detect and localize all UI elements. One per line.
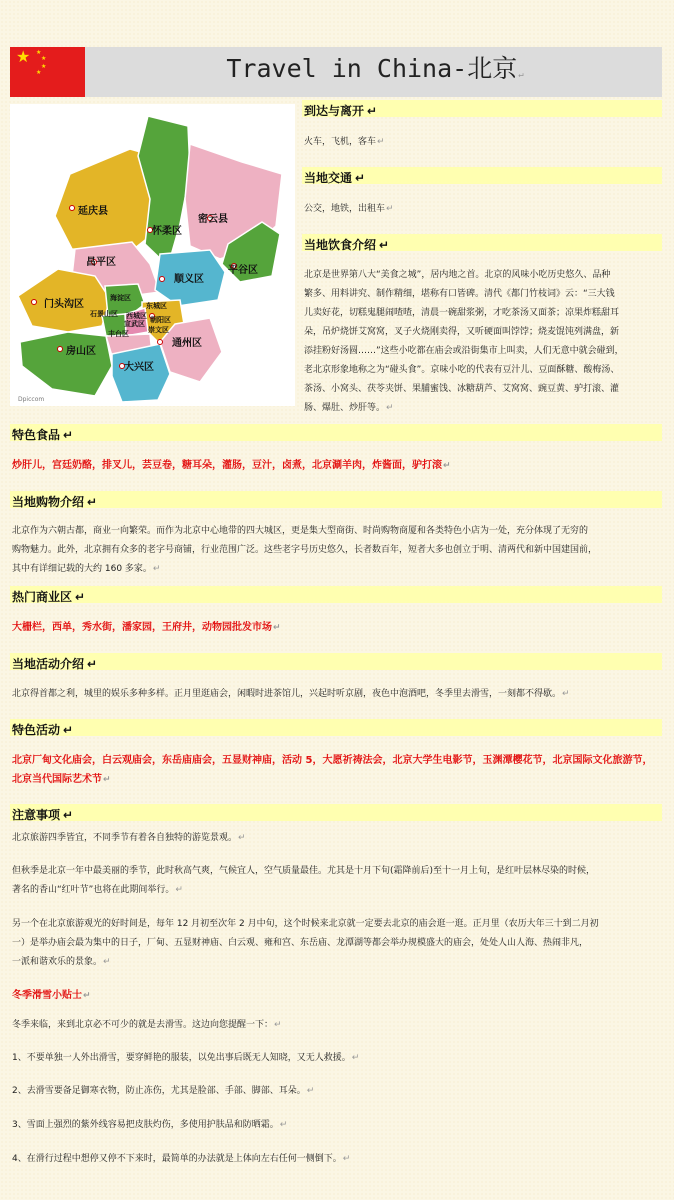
winter-tip-3: 3、雪面上强烈的紫外线容易把皮肤灼伤，多使用护肤品和防晒霜。↵ [12,1120,288,1130]
map-label-xicheng: 西城区 [126,312,147,320]
shopping-text: 北京作为六朝古都，商业一向繁荣。而作为北京中心地带的四大城区，更是集大型商街、时尚购物商厦和各类特色小店为一处，充分体现了无穷的 购物魅力。此外，北京拥有众多的老字号商铺，行业范围广泛。这些老字号历史悠久，长者数百年，短者大多也创立于明、清两代和新中国建国前， 其中有详细记载的大约 160 多家。↵ [12,526,598,574]
heading-specialty-food: 特色食品 ↵ [10,424,662,441]
heading-activities: 当地活动介绍 ↵ [10,653,662,670]
map-label-fangshan: 房山区 [66,346,96,357]
notes-paragraph-2: 但秋季是北京一年中最美丽的季节，此时秋高气爽，气候宜人，空气质量最佳。尤其是十月下旬(霜降前后)至十一月上旬，是红叶层林尽染的时候， 著名的香山“红叶节”也将在此期间举行。↵ [12,866,596,895]
heading-transport: 当地交通 ↵ [302,167,662,184]
map-label-chongwen: 崇文区 [148,326,169,334]
heading-notes: 注意事项 ↵ [10,804,662,821]
transport-text: 公交，地铁，出租车↵ [304,204,394,214]
business-district-list: 大栅栏，西单，秀水街，潘家园，王府井，动物园批发市场↵ [12,622,281,633]
winter-tip-1: 1、不要单独一人外出滑雪，要穿鲜艳的服装，以免出事后既无人知晓，又无人救援。↵ [12,1053,360,1063]
map-label-huairou: 怀柔区 [152,226,182,237]
map-label-yanqing: 延庆县 [78,206,108,217]
heading-food-intro: 当地饮食介绍 ↵ [302,234,662,251]
map-label-dongcheng: 东城区 [146,302,167,310]
winter-tips-title: 冬季滑雪小贴士↵ [12,990,91,1001]
notes-paragraph-1: 北京旅游四季皆宜，不同季节有着各自独特的游览景观。↵ [12,833,246,843]
map-region-fangshan [20,332,112,396]
arrival-text: 火车，飞机，客车↵ [304,137,385,147]
heading-arrival: 到达与离开 ↵ [302,100,662,117]
map-label-xuanwu: 宣武区 [124,320,145,328]
specialty-food-list: 炒肝儿，宫廷奶酪，排叉儿，芸豆卷，糖耳朵，灌肠，豆汁，卤煮，北京涮羊肉，炸酱面，驴打滚↵ [12,460,451,471]
beijing-district-map [10,104,295,406]
heading-special-events: 特色活动 ↵ [10,719,662,736]
map-label-tongzhou: 通州区 [172,338,202,349]
map-label-mentougou: 门头沟区 [44,299,84,310]
winter-tip-2: 2、去滑雪要备足御寒衣物，防止冻伤，尤其是脸部、手部、脚部、耳朵。↵ [12,1086,315,1096]
heading-business: 热门商业区 ↵ [10,586,662,603]
map-label-fengtai: 丰台区 [108,330,129,338]
heading-shopping: 当地购物介绍 ↵ [10,491,662,508]
map-label-pinggu: 平谷区 [228,265,258,276]
map-label-daxing: 大兴区 [124,362,154,373]
china-flag-icon: ★ ★ ★ ★ ★ [10,47,85,97]
winter-tip-4: 4、在滑行过程中想停又停不下来时，最简单的办法就是上体向左右任何一侧倒下。↵ [12,1154,351,1164]
map-watermark: Dpiccom [18,396,45,403]
map-label-haidian: 海淀区 [110,294,131,302]
map-region-daxing [112,344,170,402]
activities-text: 北京得首都之利，城里的娱乐多种多样。正月里逛庙会，闲暇时进茶馆儿，兴起时听京剧，夜色中泡酒吧，冬季里去滑雪，一刻都不得歇。↵ [12,689,570,699]
special-events-list: 北京厂甸文化庙会，白云观庙会，东岳庙庙会，五显财神庙，活动 5，大愿祈祷法会，北京大学生电影节，玉渊潭樱花节，北京国际文化旅游节， 北京当代国际艺术节↵ [12,755,653,785]
notes-paragraph-3: 另一个在北京旅游观光的好时间是，每年 12 月初至次年 2 月中旬，这个时候来北京就一定要去北京的庙会逛一逛。正月里（农历大年三十到二月初 一）是举办庙会最为集中的日子，厂甸、五显财神庙、白云观、雍和宫、东岳庙、龙潭湖等都会举办规模盛大的庙会，处处人山人海、热闹非凡， 一派和谐欢乐的景象。↵ [12,919,599,967]
map-label-shijingshan: 石景山区 [90,310,118,318]
food-intro-text: 北京是世界第八大“美食之城”，居内地之首。北京的风味小吃历史悠久、品种 繁多、用料讲究、制作精细，堪称有口皆碑。清代《都门竹枝词》云：“三大钱 儿卖好花，切糕鬼腿闹喳喳，清晨一碗甜浆粥，才吃茶汤又面茶；凉果炸糕甜耳 朵，吊炉烧饼艾窝窝，叉子火烧刚卖得，又听硬面叫饽饽；烧麦馄饨列满盘，新 添挂粉好汤圆……”这些小吃都在庙会或沿街集市上叫卖，人们无意中就会碰到， 老北京形象地称之为“碰头食”。京味小吃的代表有豆汁儿、豆面酥糖、酸梅汤、 茶汤、小窝头、茯苓夹饼、果脯蜜饯、冰糖葫芦、艾窝窝、豌豆黄、驴打滚、灌 肠、爆肚、炒肝等。↵ [304,270,624,413]
page-title: Travel in China-北京↵ [226,54,524,83]
winter-tip-intro: 冬季来临，来到北京必不可少的就是去滑雪。这边向您提醒一下：↵ [12,1020,282,1030]
map-label-miyun: 密云县 [198,214,228,225]
map-label-changping: 昌平区 [86,257,116,268]
map-label-chaoyang: 朝阳区 [150,316,171,324]
map-label-shunyi: 顺义区 [174,274,204,285]
